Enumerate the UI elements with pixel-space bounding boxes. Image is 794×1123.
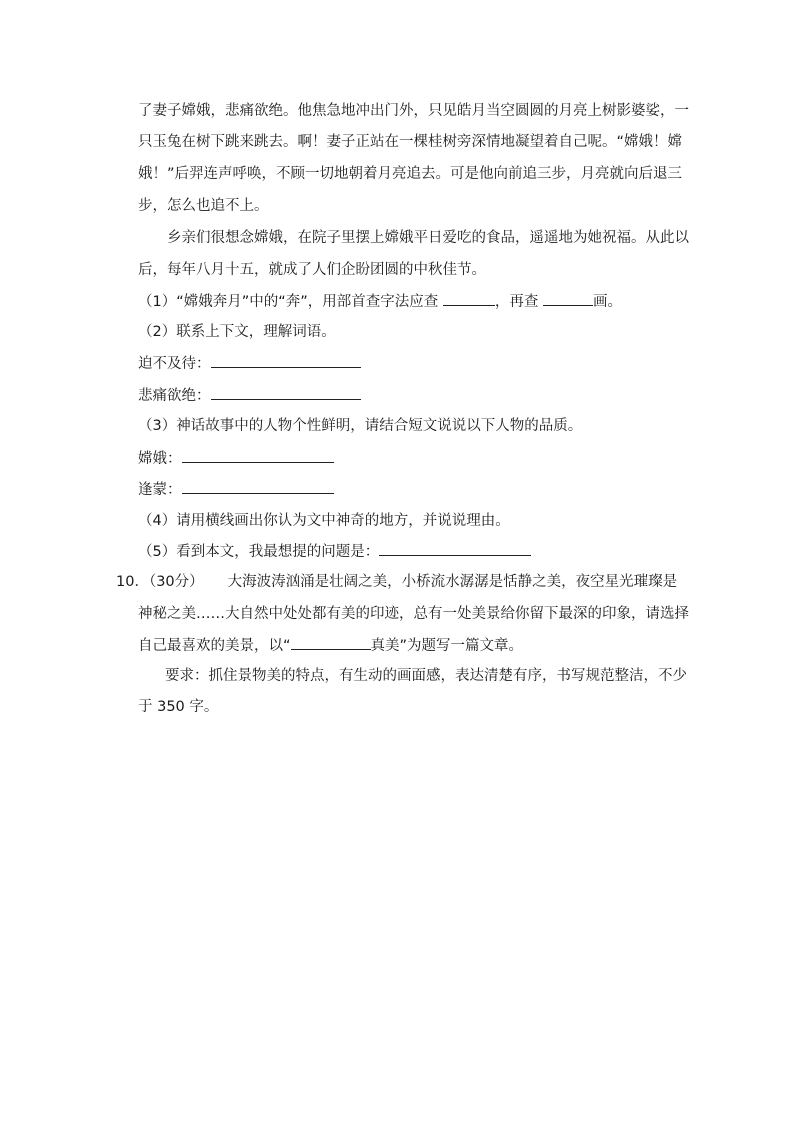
term-label: 悲痛欲绝：: [138, 388, 211, 404]
answer-blank[interactable]: [211, 353, 361, 368]
term-label: 嫦娥：: [138, 451, 182, 467]
passage-line: 乡亲们很想念嫦娥，在院子里摆上嫦娥平日爱吃的食品，遥遥地为她祝福。从此以: [167, 230, 689, 246]
prompt-line: 神秘之美……大自然中处处都有美的印迹，总有一处美景给你留下最深的印象，请选择: [138, 606, 689, 622]
question-2-item: [138, 385, 361, 406]
question-2: （2）联系上下文，理解词语。: [138, 324, 336, 340]
passage-line: 步，怎么也追不上。: [138, 198, 269, 214]
question-3: （3）神话故事中的人物个性鲜明，请结合短文说说以下人物的品质。: [138, 418, 583, 434]
prompt-line: [138, 635, 523, 656]
answer-blank[interactable]: [443, 291, 495, 306]
prompt-text: 大海波涛汹涌是壮阔之美，小桥流水潺潺是恬静之美，夜空星光璀璨是: [227, 574, 678, 590]
question-5-text: （5）看到本文，我最想提的问题是：: [138, 544, 380, 560]
question-1-text-a: （1）“嫦娥奔月”中的“奔”，用部首查字法应查: [138, 294, 443, 310]
question-1-text-c: 画。: [593, 294, 622, 310]
answer-blank[interactable]: [211, 385, 361, 400]
question-2-item: [138, 353, 361, 374]
requirement-line: 于 350 字。: [138, 699, 219, 715]
term-label: 迫不及待：: [138, 356, 211, 372]
answer-blank[interactable]: [543, 291, 593, 306]
question-1: [138, 291, 622, 312]
question-1-text-b: ，再查: [494, 294, 543, 310]
answer-blank[interactable]: [182, 479, 334, 494]
question-4: （4）请用横线画出你认为文中神奇的地方，并说说理由。: [138, 513, 510, 529]
question-3-item: [138, 479, 334, 500]
prompt-text-a: 自己最喜欢的美景，以“: [138, 638, 291, 654]
title-blank[interactable]: [291, 635, 371, 650]
question-3-item: [138, 448, 334, 469]
prompt-text-b: 真美”为题写一篇文章。: [370, 638, 524, 654]
passage-line: 了妻子嫦娥，悲痛欲绝。他焦急地冲出门外，只见皓月当空圆圆的月亮上树影婆娑，一: [138, 103, 689, 119]
requirement-line: 要求：抓住景物美的特点，有生动的画面感，表达清楚有序，书写规范整洁，不少: [165, 668, 687, 684]
question-5: [138, 541, 531, 562]
answer-blank[interactable]: [182, 448, 334, 463]
passage-line: 后，每年八月十五，就成了人们企盼团圆的中秋佳节。: [138, 262, 486, 278]
question-10-first-line: [116, 572, 677, 592]
term-label: 逢蒙：: [138, 482, 182, 498]
question-number: 10．（30分）: [116, 574, 204, 590]
answer-blank[interactable]: [379, 541, 531, 556]
passage-line: 只玉兔在树下跳来跳去。啊！妻子正站在一棵桂树旁深情地凝望着自己呢。“嫦娥！嫦: [138, 134, 683, 150]
passage-line: 娥！”后羿连声呼唤，不顾一切地朝着月亮追去。可是他向前追三步，月亮就向后退三: [138, 166, 683, 182]
